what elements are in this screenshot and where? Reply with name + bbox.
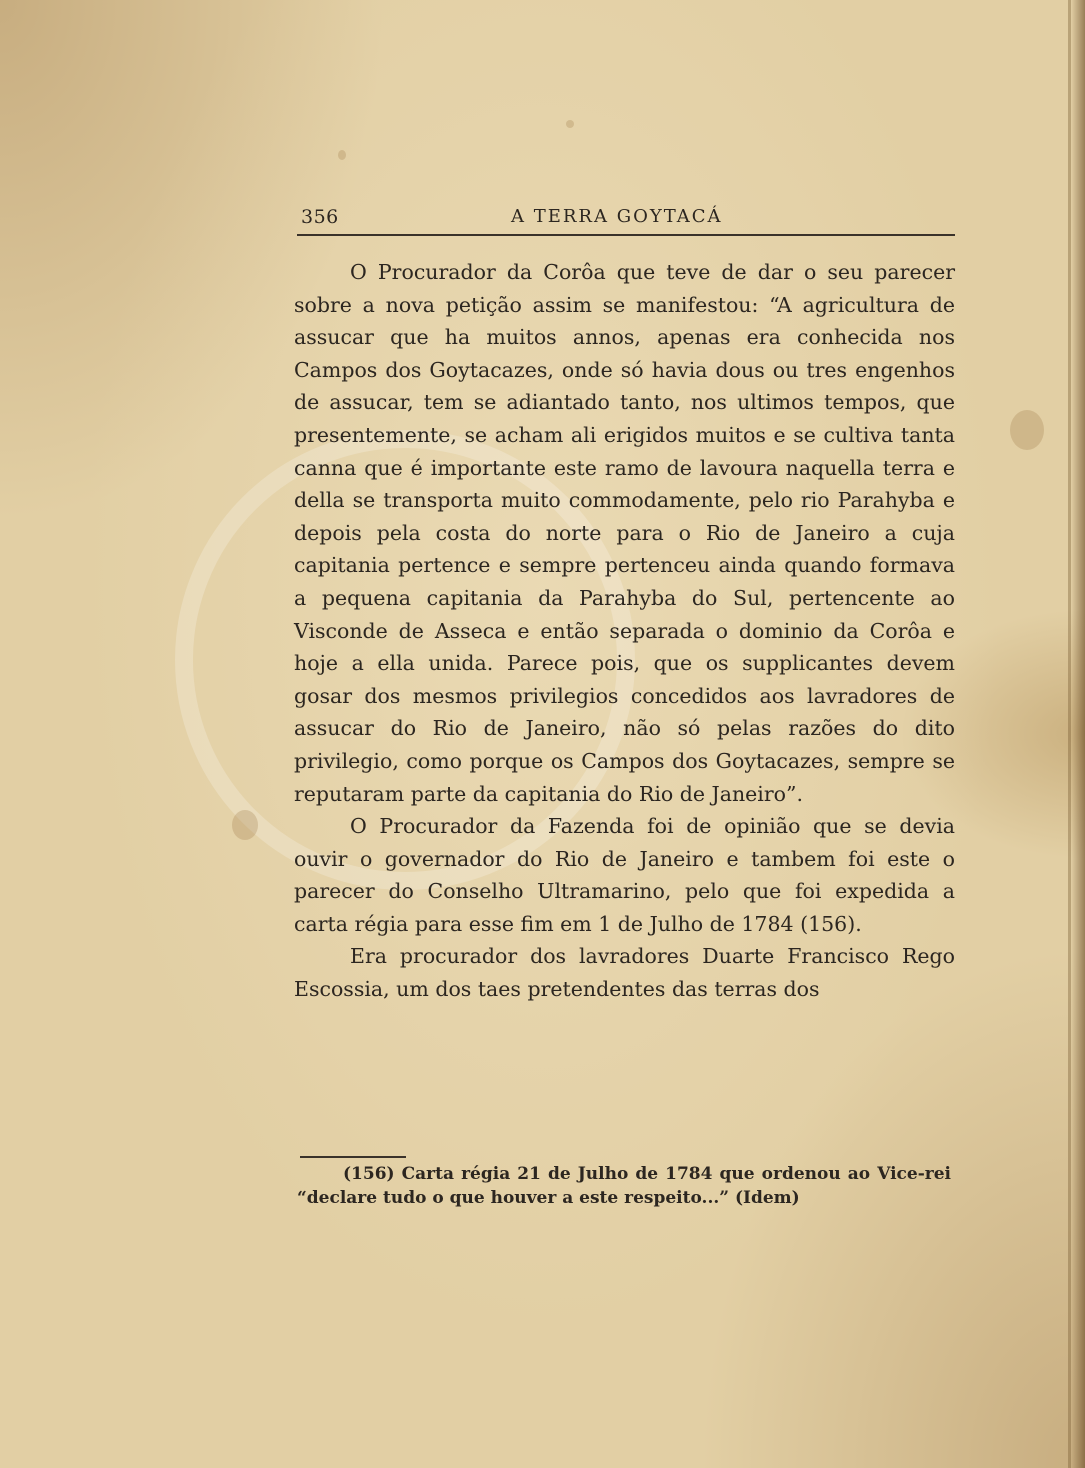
header-rule: [297, 234, 955, 236]
paragraph: O Procurador da Corôa que teve de dar o seu parecer sobre a nova petição assim se manifestou: “A agricultura de assucar que ha muitos annos, apenas era conhecida nos Campos dos Goytacazes, onde só havia dous ou tres engenhos de assucar, tem se adiantado tanto, nos ultimos tempos, que presentemente, se acham ali erigidos muitos e se cultiva tanta canna que é importante este ramo de lavoura naquella terra e della se transporta muito commodamente, pelo rio Parahyba e depois pela costa do norte para o Rio de Janeiro a cuja capitania pertence e sempre pertenceu ainda quando formava a pequena capitania da Parahyba do Sul, pertencente ao Visconde de Asseca e então separada o dominio da Corôa e hoje a ella unida. Parece pois, que os supplicantes devem gosar dos mesmos privilegios concedidos aos lavradores de assucar do Rio de Janeiro, não só pelas razões do dito privilegio, como porque os Campos dos Goytacazes, sempre se reputaram parte da capitania do Rio de Janeiro”.: [294, 260, 955, 806]
footnote-rule: [300, 1156, 406, 1158]
paper-stain: [1010, 410, 1044, 450]
page-header: [297, 204, 955, 234]
body-text: [294, 256, 955, 1006]
paper-stain: [338, 150, 346, 160]
page-edge: [1071, 0, 1085, 1468]
running-title: A TERRA GOYTACÁ: [511, 206, 723, 227]
footnote: (156) Carta régia 21 de Julho de 1784 que ordenou ao Vice-rei “declare tudo o que houver a este respeito...” (Idem): [297, 1164, 951, 1208]
paper-stain: [566, 120, 574, 128]
paper-stain: [232, 810, 258, 840]
page-number: 356: [301, 206, 339, 228]
paragraph: O Procurador da Fazenda foi de opinião que se devia ouvir o governador do Rio de Janeiro e tambem foi este o parecer do Conselho Ultramarino, pelo que foi expedida a carta régia para esse fim em 1 de Julho de 1784 (156).: [294, 814, 955, 936]
paragraph: Era procurador dos lavradores Duarte Francisco Rego Escossia, um dos taes pretendentes das terras dos: [294, 944, 955, 1002]
